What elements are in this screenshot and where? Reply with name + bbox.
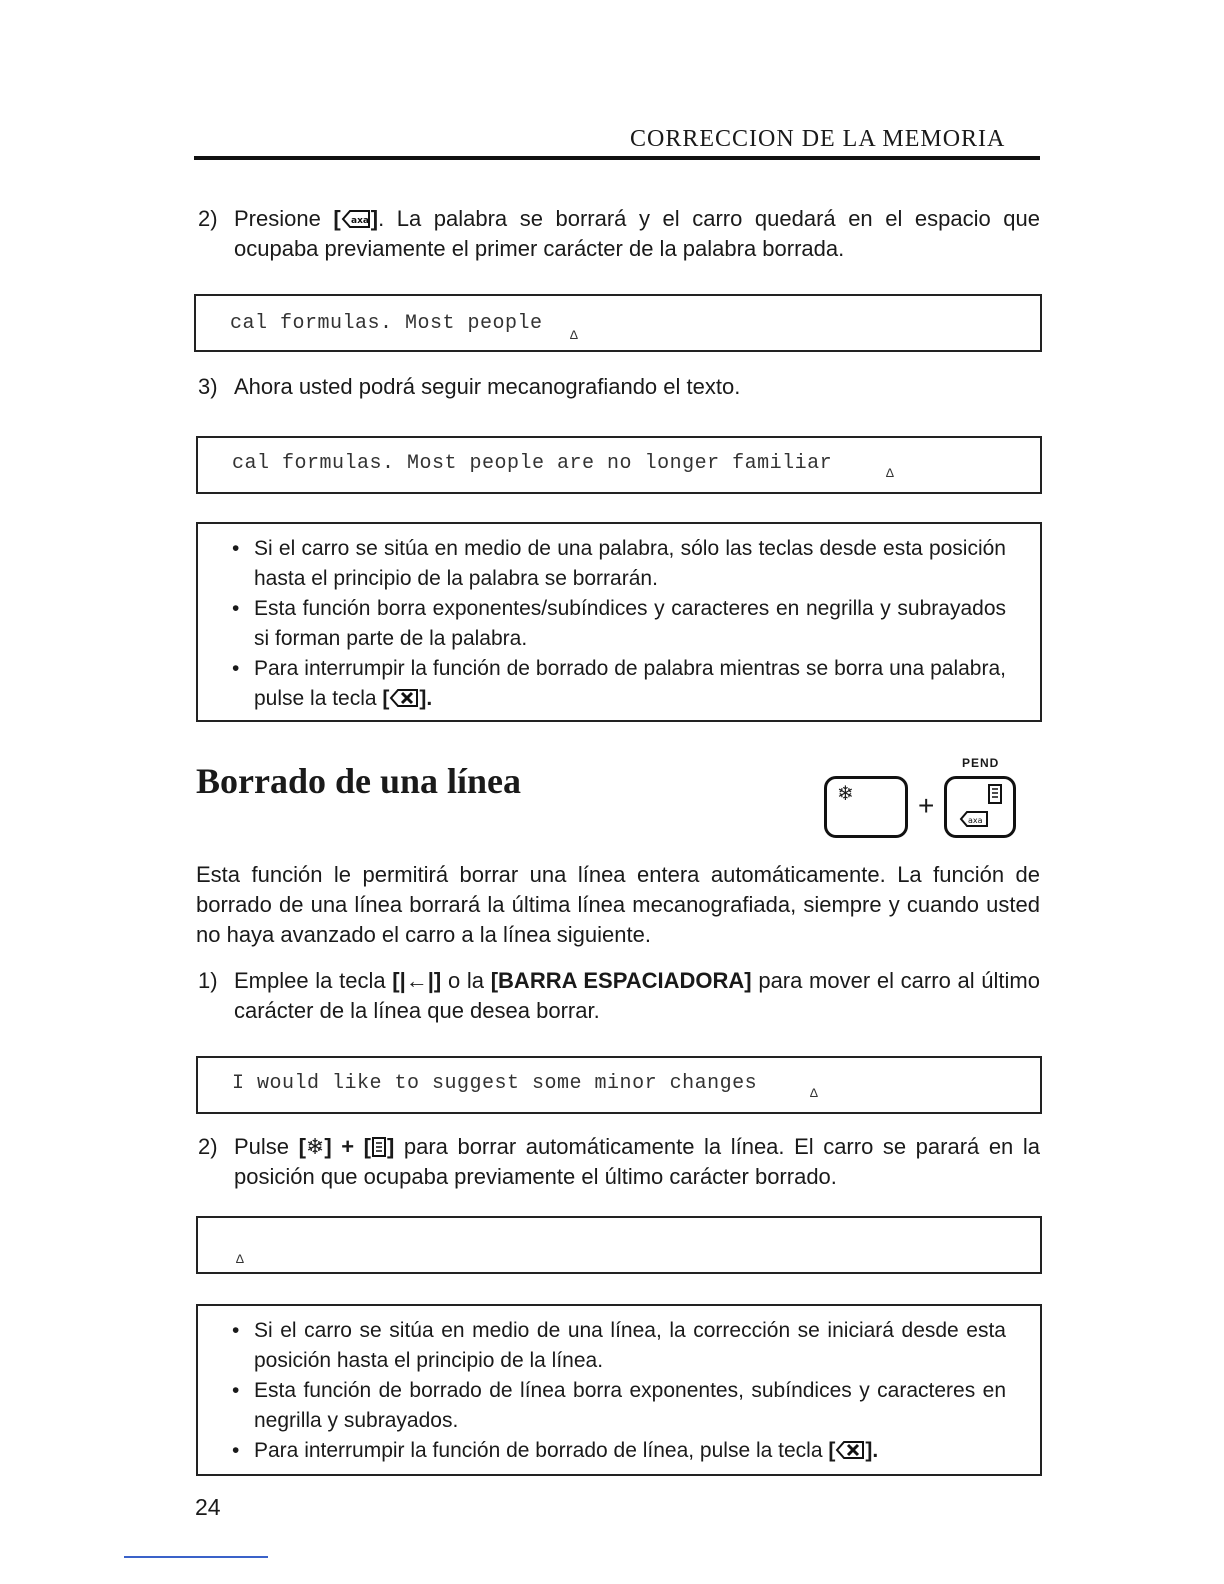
step-text-rest: . La palabra se borrará y el carro quedará en el espacio que ocupaba previamente el primer carácter de la palabra borrada.	[234, 206, 1040, 261]
step-word-2	[198, 204, 1040, 264]
cancel-key-icon: [ ].	[828, 1439, 879, 1462]
note-item-text: Para interrumpir la función de borrado de línea, pulse la tecla	[254, 1439, 823, 1462]
step-number: 2)	[198, 1134, 218, 1159]
section-title: Borrado de una línea	[196, 761, 522, 801]
code-plus-erase-keys-icon: [❄] + [ ]	[298, 1134, 395, 1159]
note-item	[228, 1436, 1006, 1466]
step-number: 3)	[198, 374, 218, 399]
footer-underline	[124, 1556, 268, 1558]
note-item: • Si el carro se sitúa en medio de una palabra, sólo las teclas desde esta posición hasta el principio de la palabra se borrarán.	[228, 534, 1006, 594]
carriage-marker-icon: Δ	[570, 328, 578, 343]
step-text: Emplee la tecla	[234, 968, 386, 993]
space-bar-key: [BARRA ESPACIADORA]	[490, 968, 752, 993]
step-number: 2)	[198, 206, 218, 231]
cancel-key-icon: [ ].	[382, 687, 433, 710]
step-text: o la	[447, 968, 485, 993]
step-line-1	[198, 966, 1040, 1026]
display-screen-4	[196, 1216, 1042, 1274]
plus-sign: +	[918, 790, 935, 821]
step-text: Pulse	[234, 1134, 290, 1159]
page-header: CORRECCION DE LA MEMORIA	[630, 126, 1006, 152]
step-word-3	[198, 372, 1040, 402]
page-number: 24	[195, 1494, 221, 1520]
word-erase-key-icon: [ axa ]	[333, 206, 379, 231]
step-number: 1)	[198, 968, 218, 993]
display-text: cal formulas. Most people	[230, 312, 543, 335]
note-item: • Si el carro se sitúa en medio de una línea, la corrección se iniciará desde esta posición hasta el principio de la línea.	[228, 1316, 1006, 1376]
note-box-line	[196, 1304, 1042, 1476]
key-top-label: PEND	[962, 756, 1000, 770]
note-item: • Esta función de borrado de línea borra exponentes, subíndices y caracteres en negrilla y subrayados.	[228, 1376, 1006, 1436]
display-screen-3	[196, 1056, 1042, 1114]
header-rule	[194, 156, 1040, 160]
step-line-2	[198, 1132, 1040, 1192]
step-text: Ahora usted podrá seguir mecanografiando el texto.	[234, 374, 741, 399]
step-text: para mover el carro al último carácter de la línea que desea borrar.	[234, 968, 1040, 1023]
carriage-marker-icon: Δ	[236, 1252, 244, 1267]
display-screen-2	[196, 436, 1042, 494]
code-key-icon: ❄	[824, 776, 908, 838]
step-text: Presione	[234, 206, 321, 231]
line-erase-key-icon	[944, 776, 1016, 838]
note-box-word	[196, 522, 1042, 722]
carriage-marker-icon: Δ	[886, 466, 894, 481]
display-text: I would like to suggest some minor changes	[232, 1072, 758, 1095]
step-text: para borrar automáticamente la línea. El carro se parará en la posición que ocupaba previamente el último carácter borrado.	[234, 1134, 1040, 1189]
svg-text:axa: axa	[968, 816, 983, 825]
note-item	[228, 654, 1006, 714]
display-text: cal formulas. Most people are no longer familiar	[232, 452, 833, 475]
display-screen-1	[194, 294, 1042, 352]
note-item-text: Para interrumpir la función de borrado de palabra mientras se borra una palabra, pulse la tecla	[254, 657, 1006, 710]
carriage-marker-icon: Δ	[810, 1086, 818, 1101]
note-item: • Esta función borra exponentes/subíndices y caracteres en negrilla y subrayados si forman parte de la palabra.	[228, 594, 1006, 654]
backspace-key: [|←|]	[392, 968, 442, 993]
section-intro: Esta función le permitirá borrar una línea entera automáticamente. La función de borrado de una línea borrará la última línea mecanografiada, siempre y cuando usted no haya avanzado el carro a la línea siguiente.	[196, 862, 1040, 947]
svg-text:axa: axa	[350, 216, 369, 226]
